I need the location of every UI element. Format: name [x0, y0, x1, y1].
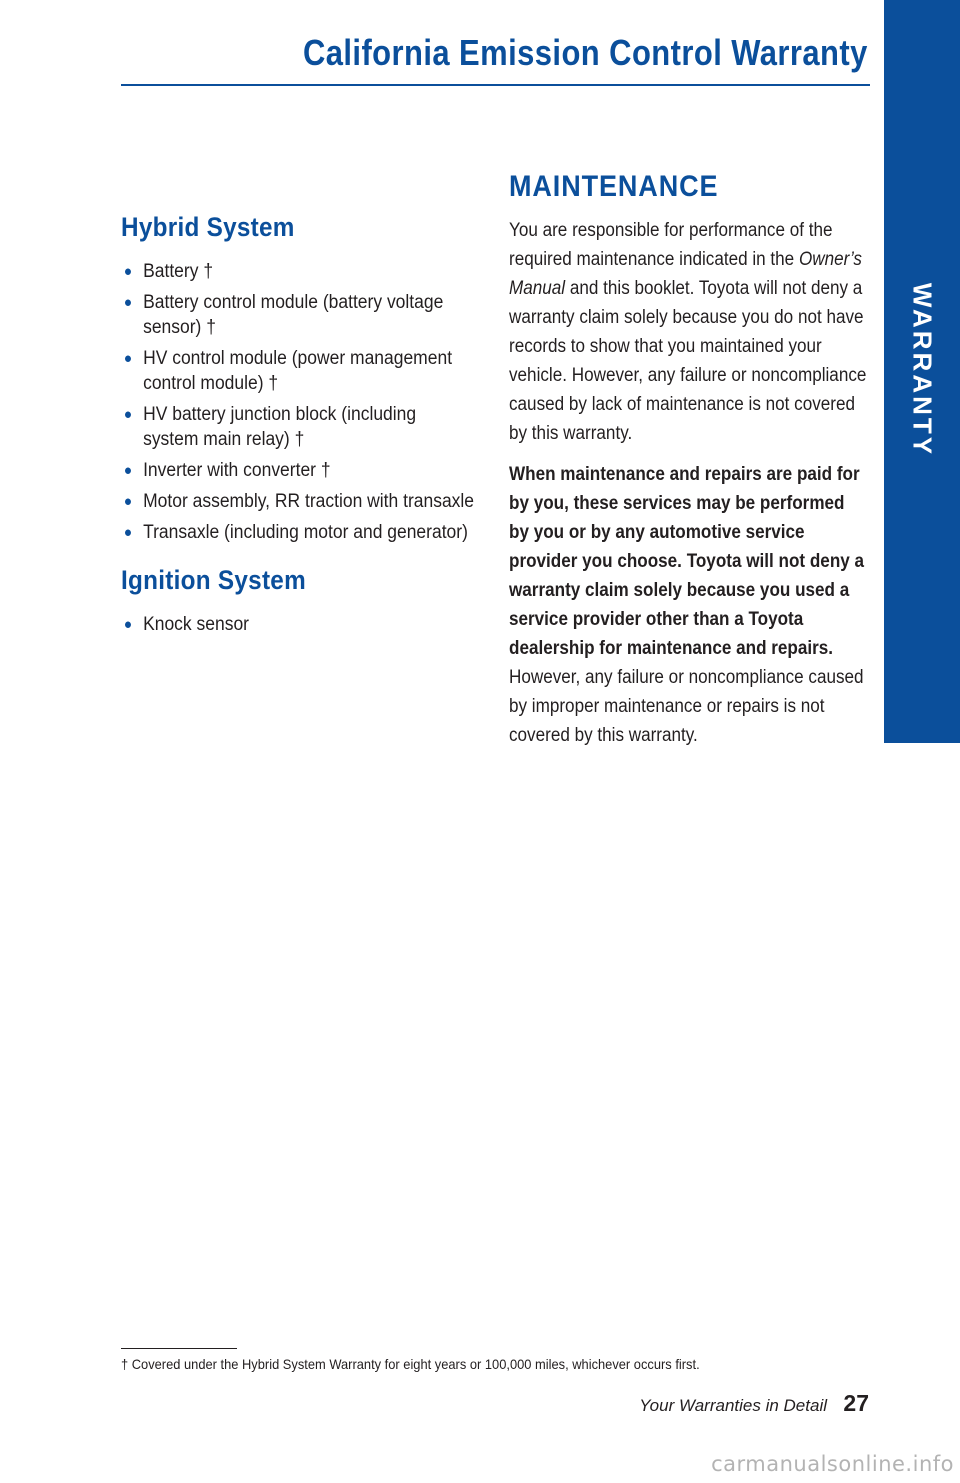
ignition-system-list	[121, 612, 471, 637]
page-number: 27	[843, 1390, 869, 1416]
right-column	[509, 170, 871, 750]
list-item: ● Inverter with converter †	[123, 460, 331, 481]
left-column	[121, 212, 475, 643]
watermark: carmanualsonline.info	[711, 1452, 954, 1476]
maintenance-paragraph-2: When maintenance and repairs are paid for by you, these services may be performed by you or by any automotive service provider you choose. Toyota will not deny a warranty claim solely because you used a service provider other than a Toyota dealership for maintenance and repairs. However, any failure or noncompliance caused by improper maintenance or repairs is not covered by this warranty.	[509, 464, 865, 746]
bullet-icon: ●	[123, 350, 133, 367]
list-item: ● HV control module (power management control module) †	[123, 348, 453, 394]
bullet-icon: ●	[123, 524, 133, 541]
maintenance-bold-statement: When maintenance and repairs are paid for by you, these services may be performed by you or by any automotive service provider you choose. Toyota will not deny a warranty claim solely because you used a service provider other than a Toyota dealership for maintenance and repairs.	[509, 464, 865, 659]
list-item: ● Motor assembly, RR traction with transaxle	[123, 491, 475, 512]
maintenance-heading: MAINTENANCE	[509, 170, 719, 203]
owners-manual-reference: Owner’s Manual	[509, 249, 862, 299]
bullet-icon: ●	[123, 616, 133, 633]
maintenance-paragraph-1: You are responsible for performance of the required maintenance indicated in the Owner’s Manual and this booklet. Toyota will not deny a warranty claim solely because you do not have records to show that you maintained your vehicle. However, any failure or noncompliance caused by lack of maintenance is not covered by this warranty.	[509, 220, 867, 444]
ignition-system-heading: Ignition System	[121, 565, 306, 595]
title-divider	[121, 84, 870, 86]
side-tab-label: WARRANTY	[907, 282, 938, 458]
footnote-divider	[121, 1348, 237, 1349]
bullet-icon: ●	[123, 294, 133, 311]
footnote: † Covered under the Hybrid System Warranty for eight years or 100,000 miles, whichever occurs first.	[121, 1356, 700, 1372]
list-item: ● Transaxle (including motor and generator)	[123, 522, 468, 543]
footer-label: Your Warranties in Detail	[639, 1396, 827, 1415]
hybrid-system-list	[121, 259, 475, 545]
bullet-icon: ●	[123, 263, 133, 280]
page-title: California Emission Control Warranty	[303, 32, 868, 73]
list-item: ● Knock sensor	[123, 614, 249, 635]
bullet-icon: ●	[123, 493, 133, 510]
hybrid-system-heading: Hybrid System	[121, 212, 295, 242]
list-item: ● HV battery junction block (including system main relay) †	[123, 404, 417, 450]
list-item: ● Battery †	[123, 261, 214, 282]
list-item: ● Battery control module (battery voltage sensor) †	[123, 292, 444, 338]
bullet-icon: ●	[123, 406, 133, 423]
bullet-icon: ●	[123, 462, 133, 479]
